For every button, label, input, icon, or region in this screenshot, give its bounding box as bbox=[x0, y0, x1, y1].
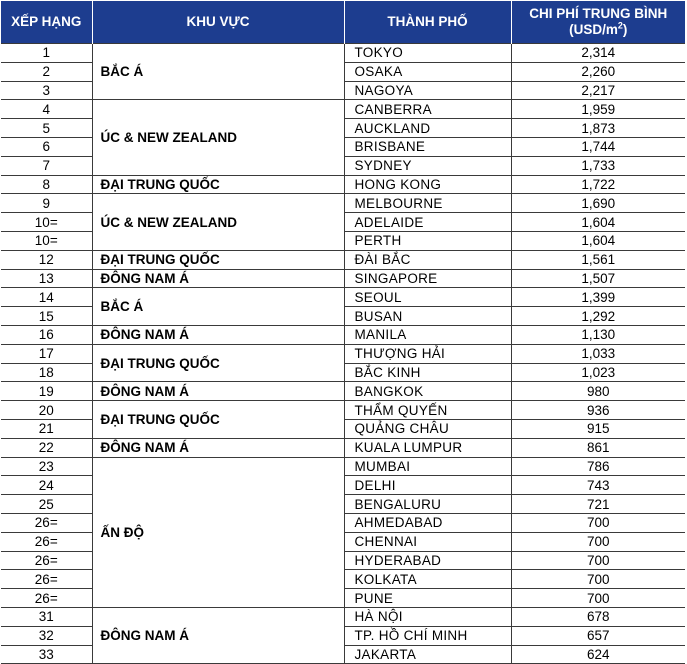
cost-cell: 1,399 bbox=[511, 288, 685, 307]
city-cell: HYDERABAD bbox=[344, 551, 511, 570]
cost-cell: 1,959 bbox=[511, 100, 685, 119]
cost-cell: 1,690 bbox=[511, 194, 685, 213]
rank-cell: 9 bbox=[1, 194, 92, 213]
city-cell: MELBOURNE bbox=[344, 194, 511, 213]
region-cell: BẮC Á bbox=[92, 288, 344, 326]
cost-cell: 1,561 bbox=[511, 250, 685, 269]
rank-cell: 33 bbox=[1, 645, 92, 664]
cost-cell: 1,292 bbox=[511, 307, 685, 326]
rank-cell: 26= bbox=[1, 570, 92, 589]
rank-cell: 23 bbox=[1, 457, 92, 476]
rank-cell: 16 bbox=[1, 325, 92, 344]
city-cell: BENGALURU bbox=[344, 495, 511, 514]
city-cell: MUMBAI bbox=[344, 457, 511, 476]
region-cell: ĐẠI TRUNG QUỐC bbox=[92, 175, 344, 194]
rank-cell: 20 bbox=[1, 401, 92, 420]
header-cost bbox=[511, 1, 685, 44]
city-cell: AHMEDABAD bbox=[344, 513, 511, 532]
table-row bbox=[1, 250, 685, 269]
rank-cell: 18 bbox=[1, 363, 92, 382]
city-cell: HONG KONG bbox=[344, 175, 511, 194]
rank-cell: 5 bbox=[1, 119, 92, 138]
table-row bbox=[1, 175, 685, 194]
city-cell: TOKYO bbox=[344, 44, 511, 63]
cost-ranking-table bbox=[1, 1, 685, 664]
table-header bbox=[1, 1, 685, 44]
city-cell: AUCKLAND bbox=[344, 119, 511, 138]
table-row bbox=[1, 344, 685, 363]
city-cell: BẮC KINH bbox=[344, 363, 511, 382]
city-cell: SEOUL bbox=[344, 288, 511, 307]
city-cell: THƯỢNG HẢI bbox=[344, 344, 511, 363]
rank-cell: 26= bbox=[1, 513, 92, 532]
cost-cell: 1,604 bbox=[511, 231, 685, 250]
city-cell: TP. HỒ CHÍ MINH bbox=[344, 626, 511, 645]
rank-cell: 1 bbox=[1, 44, 92, 63]
cost-cell: 721 bbox=[511, 495, 685, 514]
table-row bbox=[1, 607, 685, 626]
cost-cell: 2,217 bbox=[511, 81, 685, 100]
city-cell: SINGAPORE bbox=[344, 269, 511, 288]
cost-cell: 743 bbox=[511, 476, 685, 495]
cost-cell: 1,507 bbox=[511, 269, 685, 288]
cost-cell: 936 bbox=[511, 401, 685, 420]
region-cell: ĐÔNG NAM Á bbox=[92, 269, 344, 288]
region-cell: ĐẠI TRUNG QUỐC bbox=[92, 401, 344, 439]
cost-cell: 1,722 bbox=[511, 175, 685, 194]
city-cell: PERTH bbox=[344, 231, 511, 250]
rank-cell: 26= bbox=[1, 532, 92, 551]
cost-cell: 1,130 bbox=[511, 325, 685, 344]
city-cell: DELHI bbox=[344, 476, 511, 495]
cost-cell: 700 bbox=[511, 570, 685, 589]
rank-cell: 32 bbox=[1, 626, 92, 645]
cost-cell: 700 bbox=[511, 589, 685, 608]
table-row bbox=[1, 438, 685, 457]
table-row bbox=[1, 457, 685, 476]
rank-cell: 8 bbox=[1, 175, 92, 194]
city-cell: ĐÀI BẮC bbox=[344, 250, 511, 269]
rank-cell: 12 bbox=[1, 250, 92, 269]
rank-cell: 3 bbox=[1, 81, 92, 100]
rank-cell: 24 bbox=[1, 476, 92, 495]
cost-cell: 700 bbox=[511, 551, 685, 570]
rank-cell: 22 bbox=[1, 438, 92, 457]
cost-cell: 1,873 bbox=[511, 119, 685, 138]
region-cell: ÚC & NEW ZEALAND bbox=[92, 100, 344, 175]
cost-cell: 657 bbox=[511, 626, 685, 645]
city-cell: PUNE bbox=[344, 589, 511, 608]
table-row bbox=[1, 44, 685, 63]
cost-cell: 1,744 bbox=[511, 137, 685, 156]
header-region: KHU VỰC bbox=[92, 1, 344, 44]
city-cell: SYDNEY bbox=[344, 156, 511, 175]
rank-cell: 10= bbox=[1, 231, 92, 250]
table-body bbox=[1, 44, 685, 664]
city-cell: BUSAN bbox=[344, 307, 511, 326]
region-cell: ĐÔNG NAM Á bbox=[92, 325, 344, 344]
city-cell: KUALA LUMPUR bbox=[344, 438, 511, 457]
cost-cell: 915 bbox=[511, 419, 685, 438]
region-cell: ĐẠI TRUNG QUỐC bbox=[92, 344, 344, 382]
city-cell: OSAKA bbox=[344, 62, 511, 81]
rank-cell: 7 bbox=[1, 156, 92, 175]
city-cell: ADELAIDE bbox=[344, 213, 511, 232]
city-cell: QUẢNG CHÂU bbox=[344, 419, 511, 438]
header-rank: XẾP HẠNG bbox=[1, 1, 92, 44]
table-row bbox=[1, 194, 685, 213]
rank-cell: 4 bbox=[1, 100, 92, 119]
header-cost-line1: CHI PHÍ TRUNG BÌNH bbox=[529, 6, 668, 21]
cost-cell: 1,604 bbox=[511, 213, 685, 232]
region-cell: ÚC & NEW ZEALAND bbox=[92, 194, 344, 250]
header-cost-line2-suffix: ) bbox=[622, 22, 628, 37]
rank-cell: 6 bbox=[1, 137, 92, 156]
city-cell: HÀ NỘI bbox=[344, 607, 511, 626]
city-cell: CHENNAI bbox=[344, 532, 511, 551]
cost-cell: 1,023 bbox=[511, 363, 685, 382]
table-row bbox=[1, 100, 685, 119]
cost-cell: 700 bbox=[511, 532, 685, 551]
cost-cell: 624 bbox=[511, 645, 685, 664]
rank-cell: 25 bbox=[1, 495, 92, 514]
region-cell: ĐÔNG NAM Á bbox=[92, 607, 344, 663]
header-city: THÀNH PHỐ bbox=[344, 1, 511, 44]
table-row bbox=[1, 325, 685, 344]
table-row bbox=[1, 269, 685, 288]
city-cell: MANILA bbox=[344, 325, 511, 344]
rank-cell: 26= bbox=[1, 589, 92, 608]
city-cell: JAKARTA bbox=[344, 645, 511, 664]
city-cell: THẨM QUYẾN bbox=[344, 401, 511, 420]
cost-cell: 2,260 bbox=[511, 62, 685, 81]
rank-cell: 17 bbox=[1, 344, 92, 363]
city-cell: NAGOYA bbox=[344, 81, 511, 100]
region-cell: ĐÔNG NAM Á bbox=[92, 438, 344, 457]
city-cell: BRISBANE bbox=[344, 137, 511, 156]
header-cost-line2-prefix: (USD/m bbox=[569, 22, 618, 37]
table-row bbox=[1, 401, 685, 420]
cost-cell: 1,033 bbox=[511, 344, 685, 363]
rank-cell: 19 bbox=[1, 382, 92, 401]
city-cell: BANGKOK bbox=[344, 382, 511, 401]
city-cell: KOLKATA bbox=[344, 570, 511, 589]
rank-cell: 13 bbox=[1, 269, 92, 288]
cost-cell: 786 bbox=[511, 457, 685, 476]
region-cell: BẮC Á bbox=[92, 44, 344, 100]
cost-cell: 700 bbox=[511, 513, 685, 532]
rank-cell: 2 bbox=[1, 62, 92, 81]
table-row bbox=[1, 288, 685, 307]
rank-cell: 14 bbox=[1, 288, 92, 307]
rank-cell: 31 bbox=[1, 607, 92, 626]
cost-cell: 861 bbox=[511, 438, 685, 457]
rank-cell: 26= bbox=[1, 551, 92, 570]
rank-cell: 21 bbox=[1, 419, 92, 438]
region-cell: ĐẠI TRUNG QUỐC bbox=[92, 250, 344, 269]
city-cell: CANBERRA bbox=[344, 100, 511, 119]
region-cell: ĐÔNG NAM Á bbox=[92, 382, 344, 401]
region-cell: ẤN ĐỘ bbox=[92, 457, 344, 607]
cost-cell: 2,314 bbox=[511, 44, 685, 63]
cost-cell: 1,733 bbox=[511, 156, 685, 175]
cost-cell: 678 bbox=[511, 607, 685, 626]
cost-cell: 980 bbox=[511, 382, 685, 401]
rank-cell: 10= bbox=[1, 213, 92, 232]
rank-cell: 15 bbox=[1, 307, 92, 326]
table-row bbox=[1, 382, 685, 401]
header-cost-unit-sup: 2 bbox=[617, 20, 623, 31]
